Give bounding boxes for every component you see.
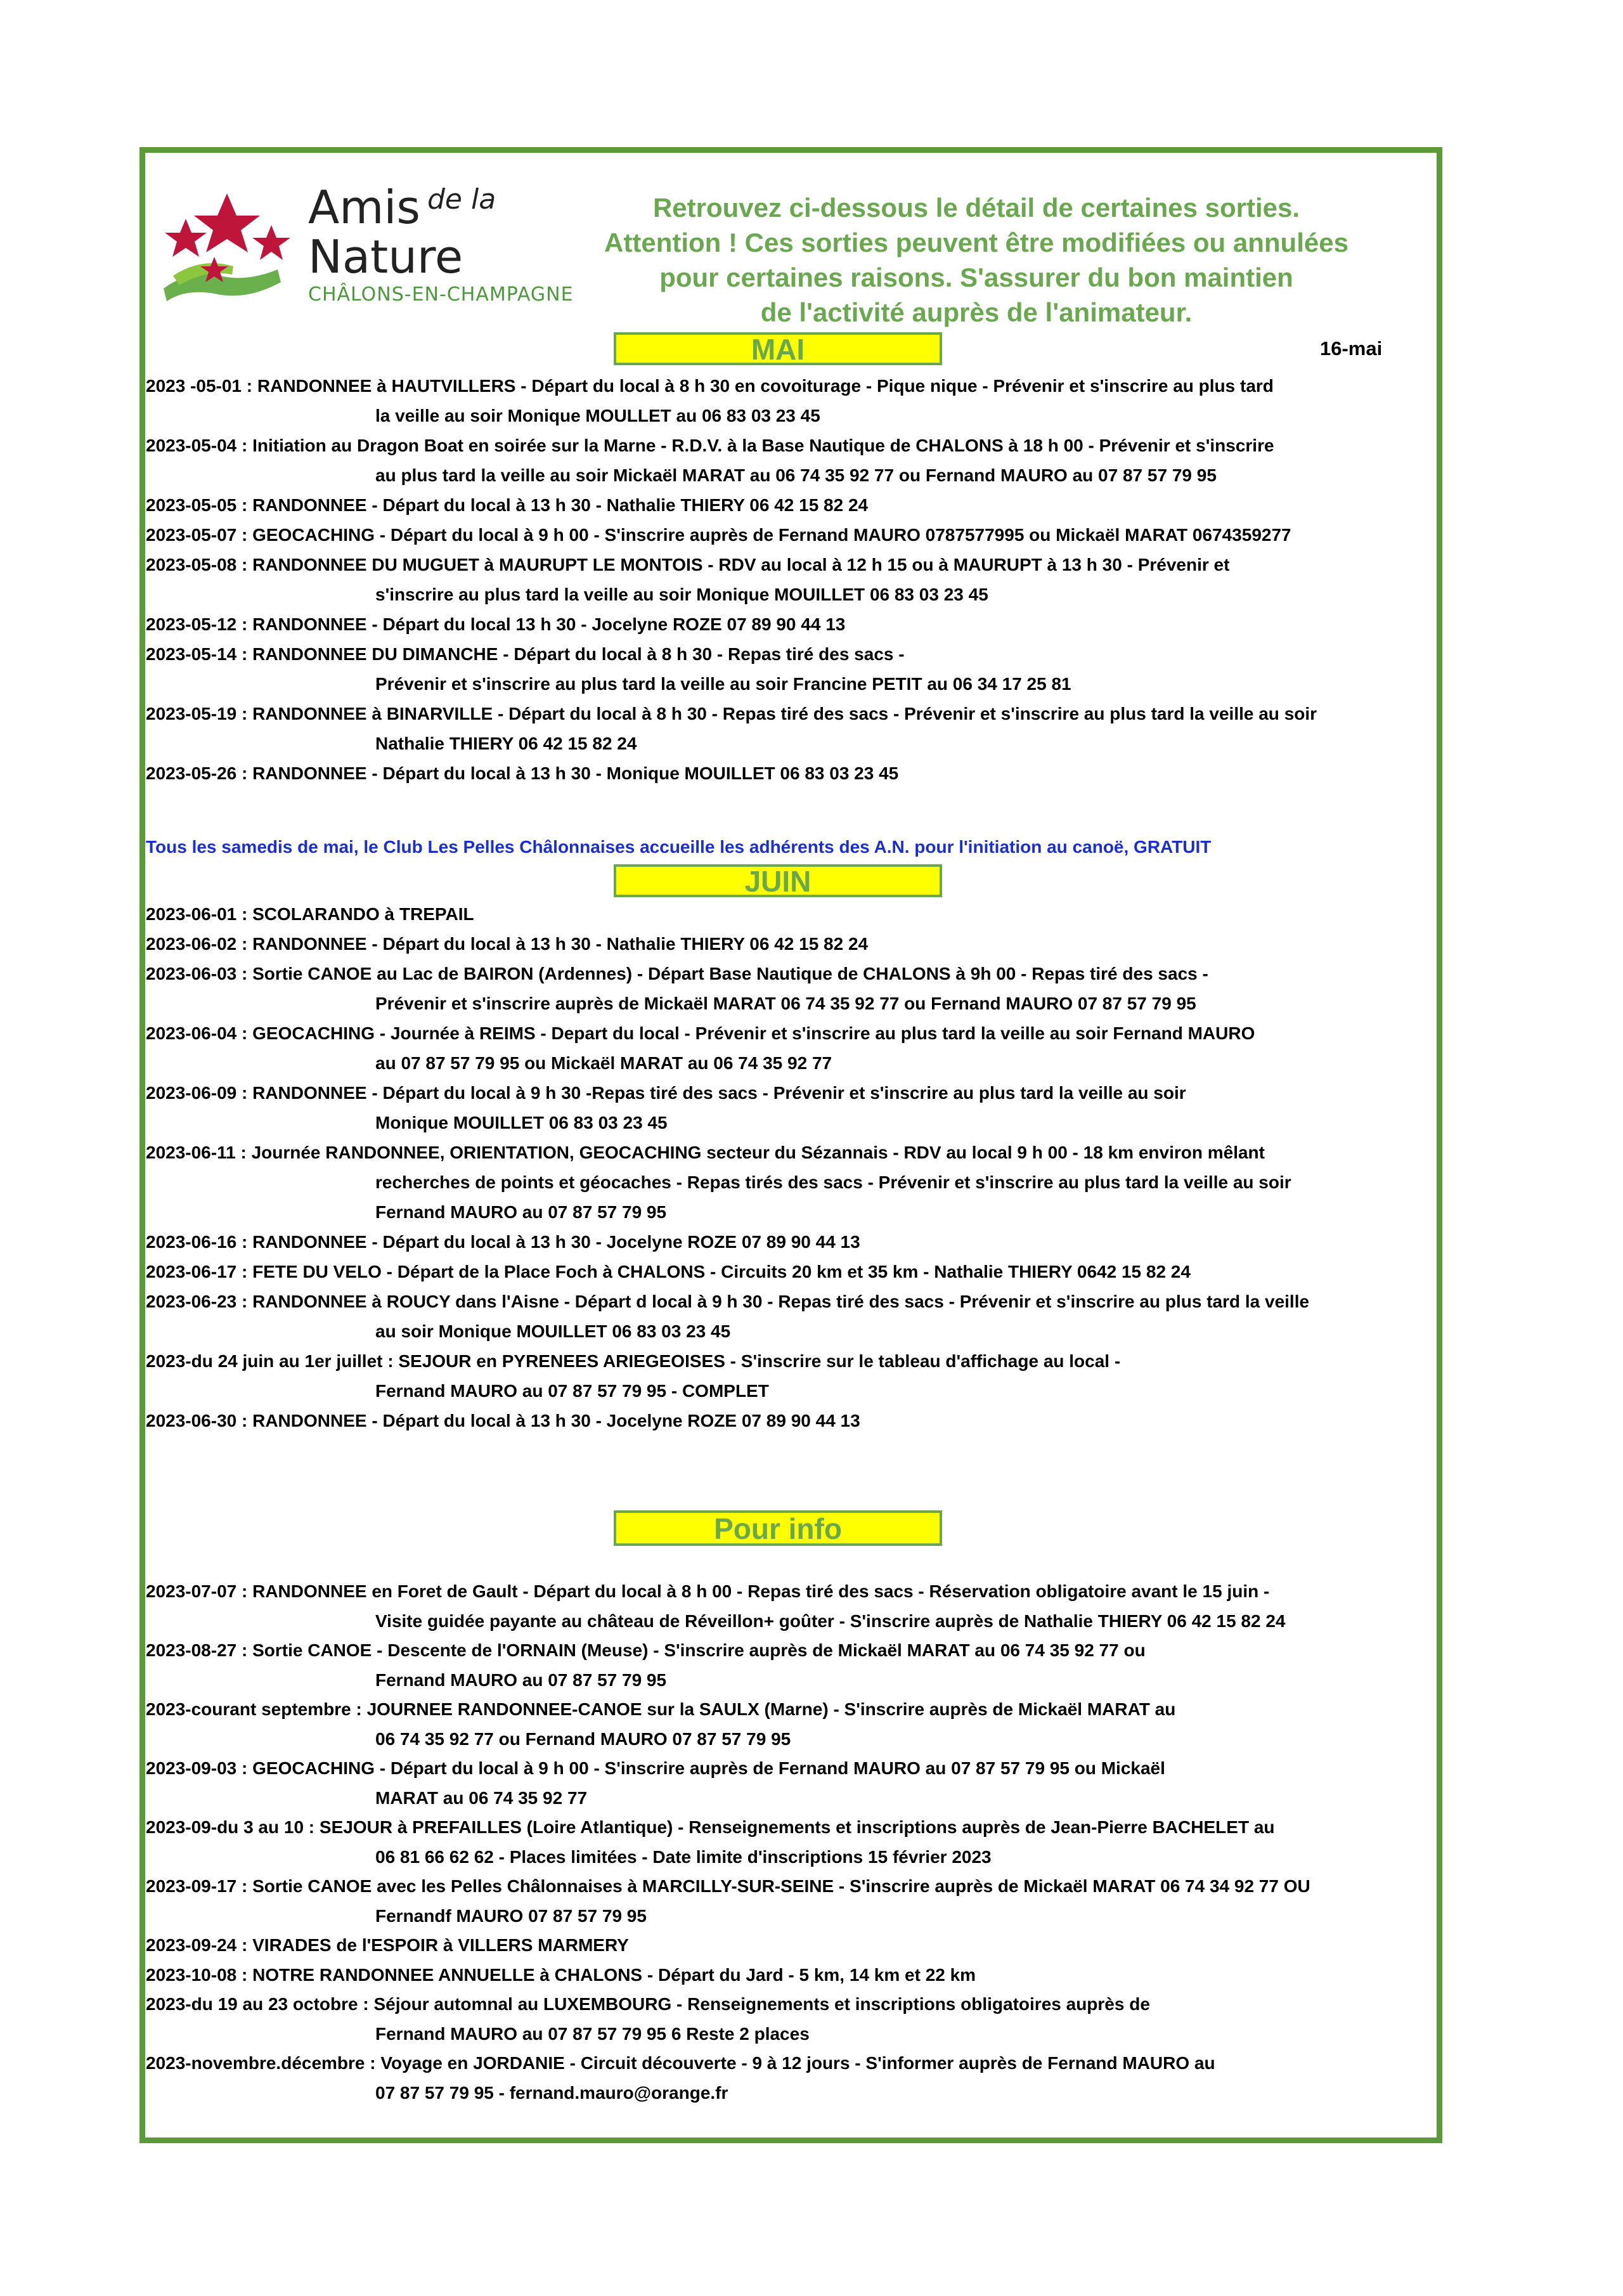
list-item [146, 639, 1436, 699]
logo-line1: Amis [308, 181, 420, 234]
entry-line: 2023-06-11 : Journée RANDONNEE, ORIENTATION, GEOCACHING secteur du Sézannais - RDV au local 9 h 00 - 18 km environ mêlant [146, 1143, 1265, 1162]
logo-flower-hands-icon [151, 181, 303, 308]
logo-city: CHÂLONS-EN-CHAMPAGNE [308, 283, 574, 306]
entry-line: 2023-09-24 : VIRADES de l'ESPOIR à VILLERS MARMERY [146, 1935, 629, 1955]
entry-continuation: recherches de points et géocaches - Repas tirés des sacs - Prévenir et s'inscrire au plus tard la veille au soir [375, 1172, 1291, 1192]
section-mai-list [146, 371, 1436, 788]
list-item [146, 1961, 1436, 1990]
section-juin-list [146, 899, 1436, 1436]
list-item [146, 929, 1436, 959]
entry-continuation: 06 81 66 62 62 - Places limitées - Date limite d'inscriptions 15 février 2023 [375, 1846, 992, 1867]
section-heading-mai: MAI [614, 332, 942, 365]
section-pour-info-list [146, 1577, 1436, 2108]
intro-line: de l'activité auprès de l'animateur. [760, 297, 1193, 327]
intro-line: Attention ! Ces sorties peuvent être modifiées ou annulées [604, 228, 1348, 257]
entry-line: 2023-06-17 : FETE DU VELO - Départ de la Place Foch à CHALONS - Circuits 20 km et 35 km - Nathalie THIERY 0642 15 82 24 [146, 1262, 1191, 1281]
entry-continuation: au soir Monique MOUILLET 06 83 03 23 45 [375, 1321, 731, 1341]
section-heading-juin: JUIN [614, 864, 942, 897]
list-item [146, 758, 1436, 788]
entry-continuation: 06 74 35 92 77 ou Fernand MAURO 07 87 57 79 95 [375, 1728, 791, 1749]
intro-notice [545, 190, 1407, 330]
list-item [146, 1078, 1436, 1138]
entry-continuation: Fernand MAURO au 07 87 57 79 95 [375, 1202, 667, 1222]
entry-line: 2023-06-23 : RANDONNEE à ROUCY dans l'Aisne - Départ d local à 9 h 30 - Repas tiré des sacs - Prévenir et s'inscrire au plus tard la veille [146, 1292, 1310, 1311]
entry-line: 2023-09-17 : Sortie CANOE avec les Pelles Châlonnaises à MARCILLY-SUR-SEINE - S'inscrire auprès de Mickaël MARAT 06 74 34 92 77 OU [146, 1876, 1310, 1896]
entry-line: 2023-06-09 : RANDONNEE - Départ du local à 9 h 30 -Repas tiré des sacs - Prévenir et s'inscrire au plus tard la veille au soir [146, 1083, 1186, 1103]
entry-line: 2023-06-30 : RANDONNEE - Départ du local à 13 h 30 - Jocelyne ROZE 07 89 90 44 13 [146, 1411, 860, 1430]
list-item [146, 1406, 1436, 1436]
list-item [146, 1872, 1436, 1931]
entry-line: 2023-05-19 : RANDONNEE à BINARVILLE - Départ du local à 8 h 30 - Repas tiré des sacs - Prévenir et s'inscrire au plus tard la veille au soir [146, 704, 1317, 723]
entry-line: 2023-07-07 : RANDONNEE en Foret de Gault - Départ du local à 8 h 00 - Repas tiré des sacs - Réservation obligatoire avant le 15 juin - [146, 1581, 1270, 1601]
entry-line: 2023-10-08 : NOTRE RANDONNEE ANNUELLE à CHALONS - Départ du Jard - 5 km, 14 km et 22 km [146, 1964, 976, 1985]
list-item [146, 1754, 1436, 1813]
list-item [146, 1138, 1436, 1227]
date-label: 16-mai [1320, 337, 1383, 360]
entry-continuation: Fernand MAURO au 07 87 57 79 95 6 Reste 2 places [375, 2023, 810, 2044]
entry-line: 2023-05-14 : RANDONNEE DU DIMANCHE - Départ du local à 8 h 30 - Repas tiré des sacs - [146, 644, 905, 664]
list-item [146, 1695, 1436, 1754]
list-item [146, 1636, 1436, 1695]
list-item [146, 1018, 1436, 1078]
entry-line: 2023-05-12 : RANDONNEE - Départ du local 13 h 30 - Jocelyne ROZE 07 89 90 44 13 [146, 614, 846, 634]
entry-line: 2023-09-du 3 au 10 : SEJOUR à PREFAILLES (Loire Atlantique) - Renseignements et inscriptions auprès de Jean-Pierre BACHELET au [146, 1817, 1275, 1837]
list-item [146, 1990, 1436, 2049]
entry-line: 2023-du 24 juin au 1er juillet : SEJOUR en PYRENEES ARIEGEOISES - S'inscrire sur le tableau d'affichage au local - [146, 1351, 1121, 1371]
list-item [146, 1227, 1436, 1257]
entry-continuation: la veille au soir Monique MOULLET au 06 83 03 23 45 [375, 406, 820, 425]
entry-continuation: au 07 87 57 79 95 ou Mickaël MARAT au 06 74 35 92 77 [375, 1053, 832, 1073]
list-item [146, 371, 1436, 431]
entry-line: 2023-06-04 : GEOCACHING - Journée à REIMS - Depart du local - Prévenir et s'inscrire au plus tard la veille au soir Fernand MAURO [146, 1023, 1255, 1043]
entry-continuation: s'inscrire au plus tard la veille au soir Monique MOUILLET 06 83 03 23 45 [375, 585, 988, 604]
list-item [146, 1287, 1436, 1346]
list-item [146, 899, 1436, 929]
entry-line: 2023-05-26 : RANDONNEE - Départ du local à 13 h 30 - Monique MOUILLET 06 83 03 23 45 [146, 763, 899, 783]
intro-line: Retrouvez ci-dessous le détail de certaines sorties. [652, 193, 1300, 223]
list-item [146, 959, 1436, 1018]
entry-line: 2023-du 19 au 23 octobre : Séjour automnal au LUXEMBOURG - Renseignements et inscriptions obligatoires auprès de [146, 1994, 1150, 2014]
entry-continuation: Monique MOUILLET 06 83 03 23 45 [375, 1113, 668, 1132]
entry-line: 2023-08-27 : Sortie CANOE - Descente de l'ORNAIN (Meuse) - S'inscrire auprès de Mickaël MARAT au 06 74 35 92 77 ou [146, 1640, 1146, 1660]
list-item [146, 1346, 1436, 1406]
logo [151, 181, 607, 314]
list-item [146, 550, 1436, 609]
section-heading-pour-info: Pour info [614, 1510, 942, 1546]
entry-continuation: Prévenir et s'inscrire au plus tard la veille au soir Francine PETIT au 06 34 17 25 81 [375, 674, 1071, 694]
entry-continuation: 07 87 57 79 95 - fernand.mauro@orange.fr [375, 2082, 728, 2103]
entry-continuation: Nathalie THIERY 06 42 15 82 24 [375, 734, 637, 753]
entry-line: 2023 -05-01 : RANDONNEE à HAUTVILLERS - Départ du local à 8 h 30 en covoiturage - Pique nique - Prévenir et s'inscrire au plus tard [146, 376, 1274, 396]
logo-line1-small: de la [427, 183, 496, 216]
entry-continuation: Fernand MAURO au 07 87 57 79 95 - COMPLET [375, 1381, 769, 1401]
entry-continuation: Visite guidée payante au château de Réveillon+ goûter - S'inscrire auprès de Nathalie THIERY 06 42 15 82 24 [375, 1611, 1286, 1631]
entry-line: 2023-06-02 : RANDONNEE - Départ du local à 13 h 30 - Nathalie THIERY 06 42 15 82 24 [146, 934, 869, 954]
list-item [146, 609, 1436, 639]
entry-line: 2023-06-03 : Sortie CANOE au Lac de BAIRON (Ardennes) - Départ Base Nautique de CHALONS à 9h 00 - Repas tiré des sacs - [146, 964, 1208, 983]
entry-line: 2023-05-07 : GEOCACHING - Départ du local à 9 h 00 - S'inscrire auprès de Fernand MAURO 0787577995 ou Mickaël MARAT 0674359277 [146, 525, 1291, 545]
entry-line: 2023-06-01 : SCOLARANDO à TREPAIL [146, 904, 474, 924]
list-item [146, 2049, 1436, 2108]
entry-continuation: au plus tard la veille au soir Mickaël MARAT au 06 74 35 92 77 ou Fernand MAURO au 07 87 57 79 95 [375, 465, 1217, 485]
entry-continuation: MARAT au 06 74 35 92 77 [375, 1787, 588, 1808]
entry-line: 2023-05-08 : RANDONNEE DU MUGUET à MAURUPT LE MONTOIS - RDV au local à 12 h 15 ou à MAURUPT à 13 h 30 - Prévenir et [146, 555, 1230, 574]
entry-line: 2023-novembre.décembre : Voyage en JORDANIE - Circuit découverte - 9 à 12 jours - S'informer auprès de Fernand MAURO au [146, 2053, 1215, 2073]
list-item [146, 1257, 1436, 1287]
list-item [146, 520, 1436, 550]
intro-line: pour certaines raisons. S'assurer du bon maintien [659, 263, 1293, 292]
list-item [146, 1813, 1436, 1872]
list-item [146, 490, 1436, 520]
entry-line: 2023-courant septembre : JOURNEE RANDONNEE-CANOE sur la SAULX (Marne) - S'inscrire auprès de Mickaël MARAT au [146, 1699, 1176, 1719]
list-item [146, 699, 1436, 758]
entry-continuation: Prévenir et s'inscrire auprès de Mickaël MARAT 06 74 35 92 77 ou Fernand MAURO 07 87 57 79 95 [375, 994, 1196, 1013]
entry-continuation: Fernandf MAURO 07 87 57 79 95 [375, 1905, 647, 1926]
note-text: Tous les samedis de mai, le Club Les Pelles Châlonnaises accueille les adhérents des A.N. pour l'initiation au canoë, GRATUIT [146, 837, 1212, 857]
entry-line: 2023-05-04 : Initiation au Dragon Boat en soirée sur la Marne - R.D.V. à la Base Nautique de CHALONS à 18 h 00 - Prévenir et s'inscrire [146, 436, 1274, 455]
logo-line2: Nature [308, 230, 463, 283]
entry-line: 2023-05-05 : RANDONNEE - Départ du local à 13 h 30 - Nathalie THIERY 06 42 15 82 24 [146, 495, 869, 515]
entry-line: 2023-09-03 : GEOCACHING - Départ du local à 9 h 00 - S'inscrire auprès de Fernand MAURO au 07 87 57 79 95 ou Mickaël [146, 1758, 1165, 1778]
list-item [146, 431, 1436, 490]
entry-continuation: Fernand MAURO au 07 87 57 79 95 [375, 1670, 667, 1690]
section-mai-note [146, 832, 1436, 862]
list-item [146, 1577, 1436, 1636]
list-item [146, 1931, 1436, 1961]
entry-line: 2023-06-16 : RANDONNEE - Départ du local à 13 h 30 - Jocelyne ROZE 07 89 90 44 13 [146, 1232, 860, 1252]
